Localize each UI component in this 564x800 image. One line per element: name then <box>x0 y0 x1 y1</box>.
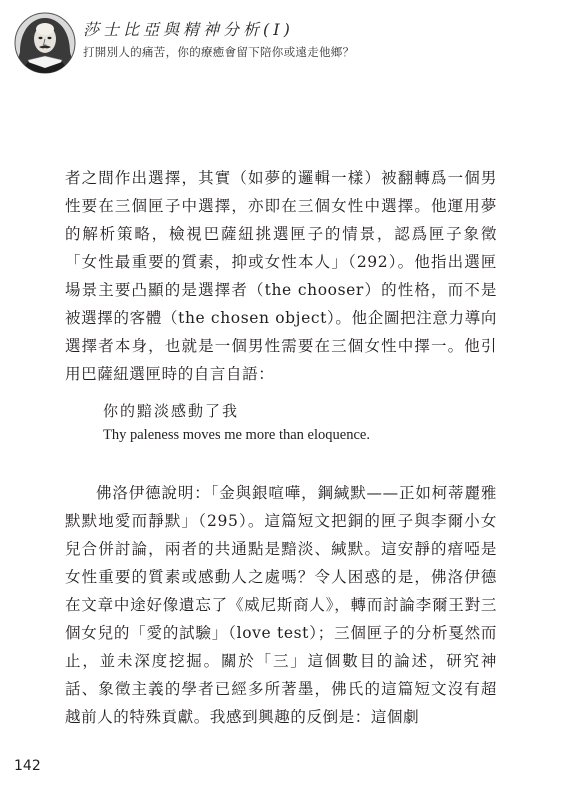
quote-chinese: 你的黯淡感動了我 <box>103 402 240 420</box>
shakespeare-portrait <box>14 12 76 74</box>
body-paragraph-1: 者之間作出選擇，其實（如夢的邏輯一樣）被翻轉爲一個男性要在三個匣子中選擇，亦即在三個女性中選擇。他運用夢的解析策略，檢視巴薩紐挑選匣子的情景，認爲匣子象徵「女性最重要的質素，抑或女性本人」（292）。他指出選匣場景主要凸顯的是選擇者（the chooser）的性格，而不是被選擇的客體（the chosen object）。他企圖把注意力導向選擇者本身，也就是一個男性需要在三個女性中擇一。他引用巴薩紐選匣時的自言自語： <box>65 169 497 383</box>
running-header-subtitle: 打開別人的痛苦，你的療癒會留下陪你或遠走他鄉？ <box>83 45 355 59</box>
body-paragraph-2: 佛洛伊德說明：「金與銀喧嘩，鋼緘默——正如柯蒂麗雅默默地愛而靜默」（295）。這篇短文把銅的匣子與李爾小女兒合併討論，兩者的共通點是黯淡、緘默。這安靜的瘖啞是女性重要的質素或感動人之處嗎？令人困惑的是，佛洛伊德在文章中途好像遺忘了《威尼斯商人》，轉而討論李爾王對三個女兒的「愛的試驗」（love test）；三個匣子的分析戛然而止，並未深度挖掘。關於「三」這個數目的論述，研究神話、象徵主義的學者已經多所著墨，佛氏的這篇短文沒有超越前人的特殊貢獻。我感到興趣的反倒是：這個劇 <box>65 484 497 726</box>
page-number: 142 <box>14 758 41 774</box>
running-header-title: 莎士比亞與精神分析(I) <box>83 20 294 39</box>
quote-english: Thy paleness moves me more than eloquence. <box>103 427 370 443</box>
